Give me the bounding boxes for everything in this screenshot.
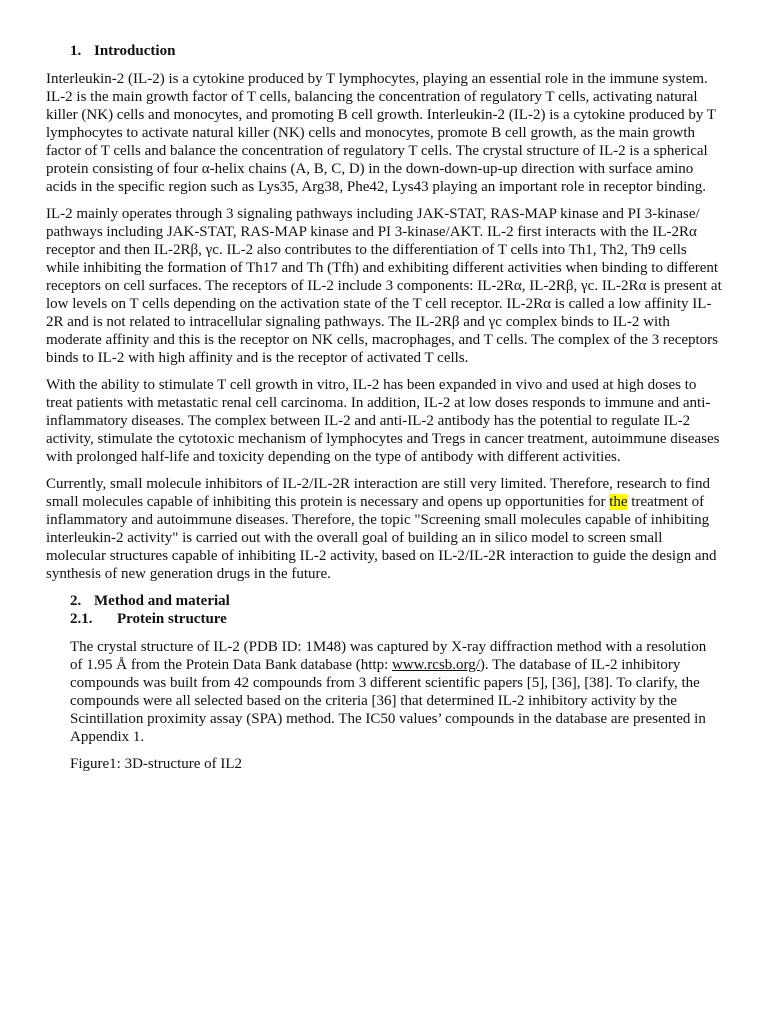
- intro-paragraph-2: IL-2 mainly operates through 3 signaling pathways including JAK-STAT, RAS-MAP kinase and PI 3-kinase/ pathways including JAK-STAT, RAS-MAP kinase and PI 3-kinase/AKT. IL-2 first interacts with the IL-2Rα receptor and then IL-2Rβ, γc. IL-2 also contributes to the differentiation of T cells into Th1, Th2, Th9 cells while inhibiting the formation of Th17 and Th (Tfh) and exhibiting different activities when binding to different receptors on cell surfaces. The receptors of IL-2 include 3 components: IL-2Rα, IL-2Rβ, γc. IL-2Rα is present at low levels on T cells depending on the activation state of the T cell receptor. IL-2Rα is called a low affinity IL-2R and is not related to intracellular signaling pathways. The IL-2Rβ and γc complex binds to IL-2 with moderate affinity and this is the receptor on NK cells, macrophages, and T cells. The complex of the 3 receptors binds to IL-2 with high affinity and is the receptor of activated T cells.: [46, 206, 722, 366]
- paragraph-text: treatment of inflammatory and autoimmune diseases. Therefore, the topic "Screening small molecules capable of inhibiting interleukin-2 activity" is carried out with the overall goal of building an in silico model to screen small molecular structures capable of inhibiting IL-2 activity, based on IL-2/IL-2R interaction to guide the design and synthesis of new generation drugs in the future.: [46, 494, 717, 582]
- subsection-heading-protein-structure: [70, 610, 722, 628]
- intro-paragraph-1: Interleukin-2 (IL-2) is a cytokine produced by T lymphocytes, playing an essential role in the immune system. IL-2 is the main growth factor of T cells, balancing the concentration of regulatory T cells, activating natural killer (NK) cells and monocytes, and promoting B cell growth. Interleukin-2 (IL-2) is a cytokine produced by T lymphocytes to activate natural killer (NK) cells and monocytes, promote B cell growth, as the main growth factor of T cells and balance the concentration of regulatory T cells. The crystal structure of IL-2 is a spherical protein consisting of four α-helix chains (A, B, C, D) in the down-down-up-up direction with surface amino acids in the specific region such as Lys35, Arg38, Phe42, Lys43 playing an important role in receptor binding.: [46, 71, 716, 195]
- figure-caption: Figure1: 3D-structure of IL2: [70, 756, 243, 772]
- highlighted-text: the: [609, 494, 628, 510]
- subsection-number: 2.1.: [70, 611, 93, 627]
- section-title: Introduction: [94, 43, 176, 59]
- section-number: 2.: [70, 593, 82, 609]
- subsection-title: Protein structure: [117, 611, 227, 627]
- section-heading-introduction: [70, 42, 722, 60]
- intro-paragraph-4: [46, 475, 722, 583]
- intro-paragraph-3: With the ability to stimulate T cell growth in vitro, IL-2 has been expanded in vivo and used at high doses to treat patients with metastatic renal cell carcinoma. In addition, IL-2 at low doses responds to immune and anti-inflammatory diseases. The complex between IL-2 and anti-IL-2 antibody has the potential to regulate IL-2 activity, stimulate the cytotoxic mechanism of lymphocytes and Tregs in cancer treatment, autoimmune diseases with prolonged half-life and toxicity depending on the type of antibody with different activities.: [46, 377, 720, 465]
- paragraph-text: The crystal structure of IL-2 (PDB ID: 1M48) was captured by X-ray diffraction method with a resolution of 1.95 Å from the Protein Data Bank database (http:: [70, 639, 707, 673]
- paragraph-text: ). The database of IL-2 inhibitory compounds was built from 42 compounds from 3 different scientific papers [5], [36], [38]. To clarify, the compounds were all selected based on the criteria [36] that determined IL-2 inhibitory activity by the Scintillation proximity assay (SPA) method. The IC50 values’ compounds in the database are presented in Appendix 1.: [70, 657, 706, 745]
- paragraph-text: Currently, small molecule inhibitors of IL-2/IL-2R interaction are still very limited. Therefore, research to find small molecules capable of inhibiting this protein is necessary and opens up opportunities for: [46, 476, 710, 510]
- section-title: Method and material: [94, 593, 230, 609]
- section-number: 1.: [70, 43, 82, 59]
- method-paragraph-1: [70, 638, 722, 746]
- rcsb-link[interactable]: www.rcsb.org/: [392, 657, 480, 673]
- section-heading-method: [70, 592, 722, 610]
